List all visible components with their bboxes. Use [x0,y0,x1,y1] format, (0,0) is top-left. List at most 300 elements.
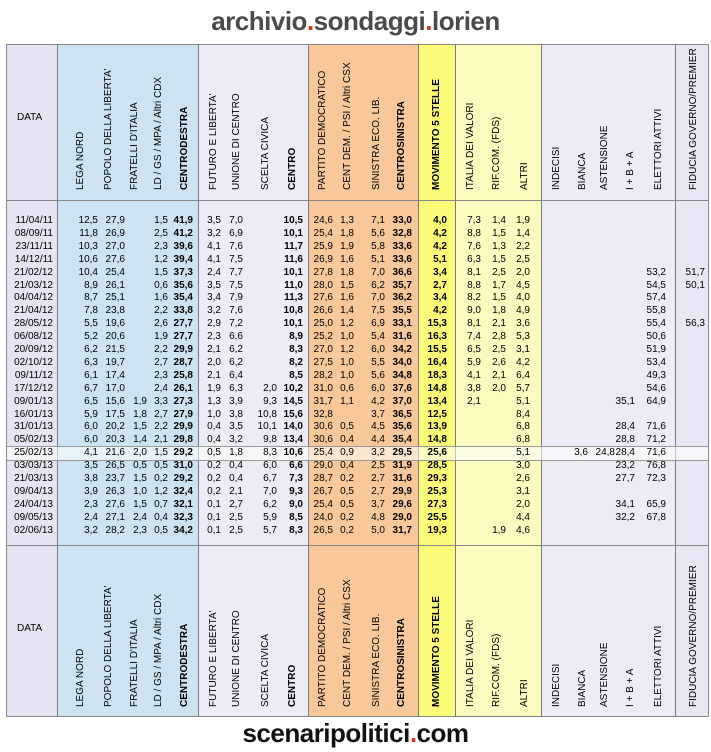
cell-cen: 8,5 [289,511,303,523]
cell-csx: 33,0 [392,215,412,226]
cell-ele: 65,9 [646,498,666,510]
cell-udc: 0,4 [229,473,243,484]
cell-sel: 7,0 [371,292,385,304]
cell-rif: 1,3 [492,240,506,252]
cell-ele: 71,6 [646,421,666,433]
cell-cdx: 29,2 [173,447,193,459]
header-udc-top: UNIONE DI CENTRO [231,93,242,190]
row-date: 31/01/13 [14,421,53,433]
row-date: 02/06/13 [14,524,53,536]
cell-sel: 6,9 [371,318,385,330]
cell-cd: 1,2 [340,318,354,330]
cell-ld: 1,5 [154,266,168,278]
cell-cen: 10,2 [283,382,303,394]
header-fli-bottom: FUTURO E LIBERTA' [208,610,219,707]
cell-ln: 5,5 [84,318,98,330]
header-cd-top: CENT DEM. / PSI / Altri CSX [342,62,353,190]
cell-cdx: 35,6 [173,279,193,291]
header-lega_nord-top: LEGA NORD [75,131,86,190]
cell-cd: 1,6 [340,253,354,265]
cell-sc: 5,9 [263,511,277,523]
column-separator [57,45,58,716]
cell-fdi: 1,9 [133,395,147,407]
cell-idv: 5,9 [467,356,481,368]
cell-pdl: 27,1 [105,511,125,523]
cell-ele: 51,9 [646,344,666,355]
cell-alt: 4,6 [516,524,530,536]
cell-m5s: 13,9 [427,421,447,433]
cell-fli: 2,0 [207,356,221,368]
cell-cd: 0,2 [340,524,354,536]
header-elettori-bottom: ELETTORI ATTIVI [653,625,664,707]
cell-idv: 8,1 [467,318,481,330]
cell-csx: 31,6 [392,473,412,484]
cell-ld: 0,7 [154,498,168,510]
header-centro-top: CENTRO [287,147,298,190]
cell-pdl: 27,9 [105,215,125,226]
cell-m5s: 25,5 [427,511,447,523]
cell-pdl: 27,6 [105,498,125,510]
cell-pdl: 17,4 [105,369,125,381]
cell-csx: 37,6 [392,382,412,394]
row-date: 04/04/12 [14,292,53,304]
cell-csx: 37,0 [392,395,412,407]
cell-cen: 10,8 [283,305,303,317]
header-fdi-bottom: FRATELLI D'ITALIA [129,619,140,707]
cell-sc: 2,0 [263,382,277,394]
cell-m5s: 4,2 [433,240,447,252]
cell-rif: 2,6 [492,356,506,368]
cell-sel: 5,1 [371,253,385,265]
header-altri-top: ALTRI [519,162,530,190]
cell-pdl: 21,6 [105,447,125,459]
cell-ln: 10,3 [78,240,98,252]
cell-csx: 33,6 [392,253,412,265]
cell-cd: 0,2 [340,473,354,484]
cell-fli: 0,1 [207,511,221,523]
cell-idv: 8,8 [467,279,481,291]
header-bianca-bottom: BIANCA [577,669,588,707]
cell-sc: 10,1 [257,421,277,433]
cell-pd: 30,6 [313,434,333,446]
cell-fli: 1,3 [207,395,221,407]
cell-pdl: 20,3 [105,434,125,446]
header-idv-bottom: ITALIA DEI VALORI [465,619,476,707]
cell-m5s: 29,3 [427,473,447,484]
cell-csx: 33,1 [392,318,412,330]
cell-alt: 4,4 [516,511,530,523]
cell-csx: 35,5 [392,305,412,317]
cell-sel: 5,5 [371,356,385,368]
cell-cen: 8,2 [289,356,303,368]
cell-cen: 10,5 [283,215,303,226]
header-pdl-bottom: POPOLO DELLA LIBERTA' [103,585,114,707]
cell-alt: 4,9 [516,305,530,317]
header-ibpa-top: I + B + A [625,151,636,190]
cell-ln: 2,3 [84,498,98,510]
cell-ln: 4,1 [84,447,98,459]
cell-sel: 3,7 [371,498,385,510]
header-indecisi-top: INDECISI [551,146,562,190]
cell-udc: 7,6 [229,305,243,317]
cell-csx: 35,7 [392,279,412,291]
cell-cd: 0,5 [340,485,354,497]
cell-sc: 6,0 [263,460,277,472]
cell-cdx: 37,3 [173,266,193,278]
row-date: 23/11/11 [15,240,53,252]
cell-cd: 1,2 [340,344,354,355]
cell-iba: 28,4 [615,421,635,433]
cell-cen: 10,1 [283,227,303,239]
cell-m5s: 19,3 [427,524,447,536]
cell-pdl: 26,1 [105,279,125,291]
cell-sel: 6,2 [371,279,385,291]
cell-cdx: 32,3 [173,511,193,523]
cell-cd: 0,4 [340,434,354,446]
cell-fli: 0,4 [207,434,221,446]
row-date: 05/02/13 [14,434,53,446]
cell-cen: 8,5 [289,369,303,381]
cell-alt: 2,2 [516,240,530,252]
cell-sel: 3,2 [371,447,385,459]
cell-idv: 6,3 [467,253,481,265]
cell-pd: 25,4 [313,498,333,510]
cell-ld: 0,6 [154,279,168,291]
cell-csx: 34,0 [392,356,412,368]
row-date: 24/04/13 [14,498,53,510]
row-date: 21/03/12 [14,279,53,291]
cell-sel: 3,7 [371,408,385,420]
cell-ln: 3,8 [84,473,98,484]
cell-ele: 55,4 [646,318,666,330]
cell-ele: 53,2 [646,266,666,278]
cell-sc: 5,7 [263,524,277,536]
cell-cd: 0,6 [340,382,354,394]
cell-ln: 6,0 [84,434,98,446]
cell-ld: 1,5 [154,447,168,459]
cell-pdl: 25,1 [105,292,125,304]
cell-cen: 8,9 [289,331,303,343]
cell-udc: 2,1 [229,485,243,497]
cell-ld: 2,1 [154,434,168,446]
cell-cdx: 29,2 [173,473,193,484]
cell-udc: 7,9 [229,292,243,304]
cell-ln: 10,6 [78,253,98,265]
cell-cdx: 27,3 [173,395,193,407]
cell-csx: 29,0 [392,511,412,523]
cell-sel: 6,0 [371,382,385,394]
cell-sel: 2,7 [371,473,385,484]
site-title-bottom: scenaripolitici.com [242,718,469,748]
cell-ld: 2,7 [154,356,168,368]
cell-ast: 24,8 [595,447,615,459]
cell-sel: 6,0 [371,344,385,355]
cell-ld: 3,3 [154,395,168,407]
cell-sc: 6,2 [263,498,277,510]
cell-pd: 27,5 [313,356,333,368]
cell-csx: 29,6 [392,498,412,510]
cell-ele: 57,4 [646,292,666,304]
cell-rif: 1,5 [492,292,506,304]
cell-cdx: 27,7 [173,318,193,330]
cell-m5s: 16,3 [427,331,447,343]
cell-idv: 9,0 [467,305,481,317]
cell-m5s: 4,2 [433,305,447,317]
cell-m5s: 14,8 [427,382,447,394]
cell-cd: 1,0 [340,356,354,368]
cell-udc: 7,6 [229,240,243,252]
cell-ln: 3,9 [84,485,98,497]
cell-ld: 1,2 [154,253,168,265]
row-date: 08/09/11 [14,227,53,239]
column-separator [455,45,456,716]
cell-ld: 2,6 [154,318,168,330]
cell-fdi: 1,8 [133,408,147,420]
cell-cen: 8,3 [289,344,303,355]
header-fli-top: FUTURO E LIBERTA' [208,93,219,190]
cell-csx: 31,9 [392,460,412,472]
cell-ele: 71,6 [646,447,666,459]
cell-alt: 6,4 [516,369,530,381]
cell-sel: 5,6 [371,227,385,239]
header-sel-top: SINISTRA ECO. LIB. [371,96,382,190]
cell-rif: 2,1 [492,318,506,330]
cell-rif: 2,5 [492,266,506,278]
cell-ld: 0,5 [154,524,168,536]
cell-cen: 15,6 [283,408,303,420]
cell-alt: 2,0 [516,498,530,510]
cell-udc: 2,5 [229,511,243,523]
cell-sel: 7,0 [371,266,385,278]
cell-cd: 1,5 [340,279,354,291]
cell-alt: 6,8 [516,434,530,446]
cell-idv: 7,4 [467,331,481,343]
cell-ln: 5,2 [84,331,98,343]
cell-m5s: 4,2 [433,227,447,239]
cell-m5s: 27,3 [427,498,447,510]
cell-udc: 7,5 [229,253,243,265]
cell-fli: 2,3 [207,331,221,343]
cell-sc: 6,7 [263,473,277,484]
cell-cd: 1,9 [340,240,354,252]
cell-pdl: 26,3 [105,485,125,497]
row-date: 11/04/11 [15,215,53,226]
cell-fli: 1,0 [207,408,221,420]
cell-m5s: 2,7 [433,279,447,291]
cell-csx: 36,5 [392,408,412,420]
cell-alt: 1,9 [516,215,530,226]
row-date: 14/12/11 [14,253,53,265]
cell-sel: 5,8 [371,240,385,252]
cell-fli: 0,5 [207,447,221,459]
cell-udc: 0,4 [229,460,243,472]
cell-ele: 72,3 [646,473,666,484]
header-sel-bottom: SINISTRA ECO. LIB. [371,613,382,707]
cell-fdi: 1,0 [133,485,147,497]
cell-pd: 31,0 [313,382,333,394]
cell-fdi: 2,0 [133,447,147,459]
cell-fli: 0,1 [207,498,221,510]
row-date: 03/03/13 [14,460,53,472]
cell-cd: 0,5 [340,421,354,433]
cell-ld: 1,6 [154,292,168,304]
header-rif-top: RIF.COM. (FDS) [491,116,502,190]
date-header-bottom: DATA [17,622,43,634]
cell-ele: 54,5 [646,279,666,291]
cell-m5s: 14,8 [427,434,447,446]
cell-m5s: 3,4 [433,292,447,304]
cell-pd: 31,7 [313,395,333,407]
cell-pd: 25,9 [313,240,333,252]
cell-ld: 0,2 [154,473,168,484]
cell-udc: 2,5 [229,524,243,536]
header-cdx-top: CENTRODESTRA [179,106,190,190]
cell-pd: 32,8 [313,408,333,420]
row-date: 09/11/12 [14,369,53,381]
cell-sc: 7,0 [263,485,277,497]
cell-m5s: 18,3 [427,369,447,381]
cell-alt: 5,1 [516,447,530,459]
cell-sc: 8,3 [263,447,277,459]
cell-cdx: 26,1 [173,382,193,394]
cell-alt: 2,5 [516,253,530,265]
cell-cdx: 41,9 [173,215,193,226]
cell-ele: 67,8 [646,511,666,523]
cell-sel: 7,1 [371,215,385,226]
cell-ln: 12,5 [78,215,98,226]
cell-fli: 2,4 [207,266,221,278]
cell-sel: 4,5 [371,421,385,433]
row-date: 09/05/13 [14,511,53,523]
cell-cen: 9,3 [289,485,303,497]
cell-iba: 27,7 [615,473,635,484]
cell-ld: 1,5 [154,215,168,226]
header-altri-bottom: ALTRI [519,679,530,707]
cell-pd: 28,7 [313,473,333,484]
cell-cdx: 29,9 [173,344,193,355]
cell-ln: 2,4 [84,511,98,523]
header-rif-bottom: RIF.COM. (FDS) [491,633,502,707]
cell-fli: 4,1 [207,240,221,252]
cell-cd: 1,4 [340,305,354,317]
cell-fli: 0,1 [207,524,221,536]
cell-csx: 36,2 [392,292,412,304]
cell-sel: 5,4 [371,331,385,343]
cell-idv: 4,1 [467,369,481,381]
cell-cd: 0,2 [340,511,354,523]
cell-cd: 1,1 [340,395,354,407]
header-indecisi-bottom: INDECISI [551,663,562,707]
header-ld-top: LD / GS / MPA / Altri CDX [153,76,164,190]
cell-iba: 32,2 [615,511,635,523]
cell-ld: 2,7 [154,408,168,420]
cell-cdx: 28,7 [173,356,193,368]
cell-m5s: 15,5 [427,344,447,355]
cell-cdx: 29,9 [173,421,193,433]
cell-sel: 7,5 [371,305,385,317]
cell-ele: 64,9 [646,395,666,407]
row-separator [7,545,708,546]
row-date: 17/12/12 [14,382,53,394]
cell-pd: 27,0 [313,344,333,355]
cell-ln: 6,5 [84,395,98,407]
cell-pdl: 26,9 [105,227,125,239]
cell-fli: 0,4 [207,421,221,433]
cell-pdl: 15,6 [105,395,125,407]
cell-fli: 2,9 [207,318,221,330]
cell-idv: 6,5 [467,344,481,355]
cell-csx: 36,6 [392,266,412,278]
cell-fdi: 1,5 [133,498,147,510]
cell-ld: 2,4 [154,382,168,394]
cell-idv: 8,8 [467,227,481,239]
cell-ln: 10,4 [78,266,98,278]
cell-cen: 10,1 [283,266,303,278]
cell-m5s: 13,4 [427,395,447,407]
cell-idv: 7,3 [467,215,481,226]
cell-cen: 8,3 [289,524,303,536]
cell-pdl: 21,5 [105,344,125,355]
cell-pd: 25,2 [313,331,333,343]
date-header-top: DATA [17,111,43,123]
cell-ld: 2,2 [154,421,168,433]
column-separator [541,45,542,716]
cell-rif: 1,9 [492,524,506,536]
cell-fdi: 0,5 [133,460,147,472]
cell-cdx: 35,4 [173,292,193,304]
cell-udc: 7,5 [229,279,243,291]
header-sc-bottom: SCELTA CIVICA [260,634,271,707]
cell-rif: 2,1 [492,369,506,381]
cell-idv: 8,2 [467,292,481,304]
cell-alt: 2,6 [516,473,530,484]
header-pd-bottom: PARTITO DEMOCRATICO [317,587,328,707]
cell-alt: 4,5 [516,279,530,291]
cell-udc: 2,7 [229,498,243,510]
cell-rif: 1,4 [492,215,506,226]
cell-pdl: 27,0 [105,240,125,252]
cell-pdl: 28,2 [105,524,125,536]
cell-cdx: 27,9 [173,408,193,420]
cell-pd: 27,8 [313,266,333,278]
cell-cd: 1,8 [340,227,354,239]
row-date: 25/02/13 [14,447,53,459]
cell-pd: 25,4 [313,227,333,239]
cell-udc: 6,2 [229,356,243,368]
cell-cdx: 32,4 [173,485,193,497]
cell-cd: 1,3 [340,215,354,226]
cell-m5s: 16,4 [427,356,447,368]
cell-pd: 29,0 [313,460,333,472]
row-date: 09/04/13 [14,485,53,497]
cell-cen: 10,6 [283,447,303,459]
cell-fid: 50,1 [685,279,705,291]
cell-cd: 0,9 [340,447,354,459]
cell-udc: 7,7 [229,266,243,278]
cell-cen: 11,0 [284,279,303,291]
cell-m5s: 3,4 [433,266,447,278]
cell-ld: 0,4 [154,511,168,523]
cell-m5s: 15,3 [427,318,447,330]
header-centro-bottom: CENTRO [287,664,298,707]
cell-cdx: 39,6 [173,240,193,252]
cell-alt: 5,1 [516,395,530,407]
row-date: 21/02/12 [14,266,53,278]
header-idv-top: ITALIA DEI VALORI [465,102,476,190]
cell-sel: 2,5 [371,460,385,472]
header-ibpa-bottom: I + B + A [625,668,636,707]
cell-ld: 2,3 [154,240,168,252]
